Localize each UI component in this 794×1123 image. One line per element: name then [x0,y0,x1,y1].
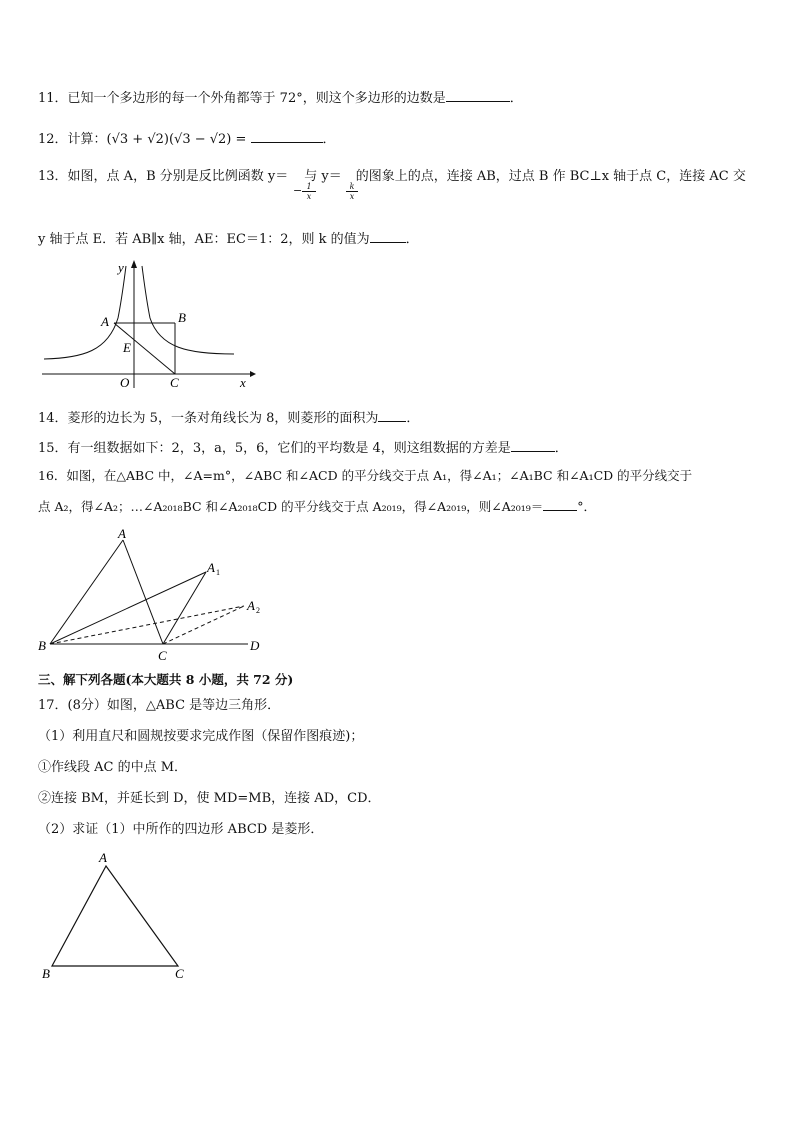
question-15 [38,438,568,458]
frac2-denominator: x [346,191,358,201]
q13-frac1-sign: − [293,184,303,197]
q13-fraction-1 [302,182,316,201]
segment-CA1 [163,572,206,644]
label-B: B [38,638,46,653]
section-3-heading: 三、解下列各题(本大题共 8 小题，共 72 分) [38,672,294,687]
label-y: y [118,260,124,275]
q15-answer-blank[interactable] [511,438,555,452]
question-17-line-5: （2）求证（1）中所作的四边形 ABCD 是菱形． [38,822,324,837]
segment-BA1 [50,572,206,644]
label-x: x [240,375,246,390]
left-hyperbola-branch [44,266,126,359]
label-C: C [175,966,184,981]
q11-end: ． [509,91,523,106]
right-hyperbola-branch [142,266,234,354]
label-C: C [158,648,167,663]
q13-text-2: y 轴于点 E．若 AB∥x 轴，AE：EC＝1：2，则 k 的值为 [38,232,370,247]
q15-text: 15．有一组数据如下：2，3，a，5，6，它们的平均数是 4，则这组数据的方差是 [38,441,511,456]
label-A2: A [247,598,255,613]
label-C: C [170,375,179,390]
q16-text-2a: 点 A₂，得∠A₂；…∠A₂₀₁₈BC 和∠A₂₀₁₈CD 的平分线交于点 A₂₀₁₉，得∠A₂₀₁₉，则∠A₂₀₁₉＝ [38,499,544,514]
question-17-line-2: （1）利用直尺和圆规按要求完成作图（保留作图痕迹)； [38,729,364,744]
x-axis-arrow [250,371,256,377]
question-16-line-1 [38,467,692,485]
label-B: B [178,310,186,325]
q13-answer-blank[interactable] [370,229,406,243]
q16-text-1: 16．如图，在△ABC 中，∠A=m°，∠ABC 和∠ACD 的平分线交于点 A₁，得∠A₁；∠A₁BC 和∠A₁CD 的平分线交于 [38,468,693,483]
question-17-line-3: ①作线段 AC 的中点 M． [38,760,188,775]
label-A: A [99,850,107,865]
q16-answer-blank[interactable] [543,497,577,511]
figure-16-triangle-bisectors [34,526,274,666]
q14-text: 14．菱形的边长为 5，一条对角线长为 8，则菱形的面积为 [38,411,379,426]
label-A: A [118,526,126,541]
label-A2-sub: 2 [256,606,260,615]
triangle-ABC [52,866,178,966]
label-A: A [101,314,109,329]
q13-text-b: 与 y＝ [304,169,342,184]
q16-text-2b: °． [577,499,597,514]
question-13-line-2 [38,229,419,249]
question-13-line-1 [38,168,746,186]
question-12 [38,129,336,149]
question-14 [38,408,419,428]
label-E: E [123,340,131,355]
q15-end: ． [554,441,568,456]
q11-text: 11．已知一个多边形的每一个外角都等于 72°，则这个多边形的边数是 [38,91,446,106]
question-16-line-2 [38,497,596,516]
segment-BA [50,540,123,644]
label-A1: A [207,560,215,575]
frac1-denominator: x [302,191,316,201]
label-A1-sub: 1 [216,568,220,577]
label-O: O [120,375,130,390]
q13-fraction-2 [346,182,358,201]
question-11 [38,88,523,108]
label-B: B [42,966,50,981]
q12-prefix: 12．计算： [38,132,107,147]
y-axis-arrow [131,260,137,268]
q12-end: ． [322,132,336,147]
frac2-numerator: k [349,182,355,191]
question-17-line-1: 17．(8分）如图，△ABC 是等边三角形． [38,698,281,713]
q13-text-c: 的图象上的点，连接 AB，过点 B 作 BC⊥x 轴于点 C，连接 AC 交 [355,169,746,184]
question-17-line-4: ②连接 BM，并延长到 D，使 MD=MB，连接 AD，CD． [38,791,381,806]
label-D: D [250,638,260,653]
q12-answer-blank[interactable] [251,129,323,143]
q14-end: ． [406,411,420,426]
segment-CA2 [163,606,244,644]
q12-expression: (√3 + √2)(√3 − √2) = [106,132,247,147]
figure-13-hyperbola [38,256,258,392]
figure-17-equilateral-triangle [38,848,198,984]
frac1-numerator: 1 [306,182,312,191]
q11-answer-blank[interactable] [446,88,510,102]
q13-text-a: 13．如图，点 A，B 分别是反比例函数 y＝ [38,169,289,184]
segment-BA2 [50,606,244,644]
q13-end: ． [405,232,419,247]
q14-answer-blank[interactable] [378,408,406,422]
